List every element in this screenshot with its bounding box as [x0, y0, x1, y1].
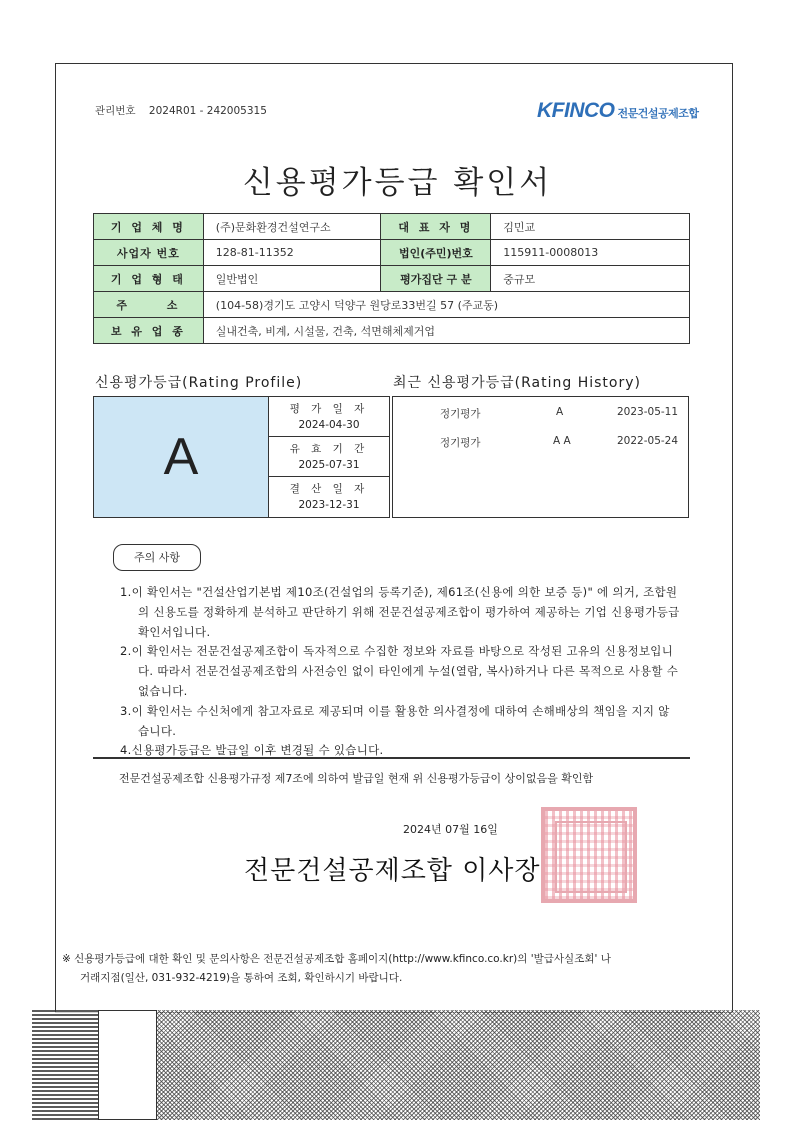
table-row [94, 240, 690, 266]
footnote-line-2: 거래지점(일산, 031-932-4219)을 통하여 조회, 확인하시기 바랍니다. [80, 972, 403, 984]
table-row [94, 318, 690, 344]
barcode-icon [32, 1010, 98, 1120]
management-number [95, 103, 277, 118]
valid-period-cell [269, 437, 389, 477]
business-label: 보 유 업 종 [94, 318, 204, 344]
settle-date: 2023-12-31 [298, 499, 360, 511]
kfinco-logo [537, 99, 699, 123]
eval-group: 중규모 [491, 266, 690, 292]
history-type: 정기평가 [440, 437, 481, 449]
biz-no: 128-81-11352 [203, 240, 381, 266]
notice-item-4: 4.신용평가등급은 발급일 이후 변경될 수 있습니다. [120, 743, 384, 758]
security-pattern [157, 1010, 760, 1120]
logo-brand: KFINCO [537, 99, 615, 122]
divider [93, 757, 690, 759]
biz-no-label: 사업자 번호 [94, 240, 204, 266]
group-label: 평가집단 구 분 [381, 266, 491, 292]
valid-label: 유 효 기 간 [289, 443, 369, 455]
company-info-table [93, 213, 690, 344]
table-row [94, 214, 690, 240]
ceo-name: 김민교 [491, 214, 690, 240]
issue-date: 2024년 07월 16일 [403, 823, 498, 836]
notice-item-3: 3.이 확인서는 수신처에게 참고자료로 제공되며 이를 활용한 의사결정에 대하여 손해배상의 책임을 지지 않습니다. [120, 703, 670, 738]
management-number-label: 관리번호 [95, 105, 136, 117]
management-number-value: 2024R01 - 242005315 [148, 105, 267, 117]
notice-item-1: 1.이 확인서는 "건설산업기본법 제10조(건설업의 등록기준), 제61조(신용에 의한 보증 등)" 에 의거, 조합원의 신용도를 정확하게 분석하고 판단하기 위해 전문건설공제조합이 평가하여 제공하는 기업 신용평가등급확인서입니다. [120, 585, 680, 639]
confirmation-text: 전문건설공제조합 신용평가규정 제7조에 의하여 발급일 현재 위 신용평가등급이 상이없음을 확인함 [119, 772, 594, 785]
history-date: 2023-05-11 [617, 406, 679, 418]
notice-item-2: 2.이 확인서는 전문건설공제조합이 독자적으로 수집한 정보와 자료를 바탕으로 작성된 고유의 신용정보입니다. 따라서 전문건설공제조합의 사전승인 없이 타인에게 누설(열람, 복사)하거나 다른 목적으로 사용할 수 없습니다. [120, 644, 679, 698]
eval-date-label: 평 가 일 자 [289, 403, 369, 415]
eval-date-cell [269, 397, 389, 437]
table-row [94, 292, 690, 318]
notice-list [120, 583, 680, 761]
official-seal-icon [541, 807, 637, 903]
history-type: 정기평가 [440, 408, 481, 420]
footnote [62, 950, 702, 988]
credit-grade: A [94, 397, 269, 517]
logo-org: 전문건설공제조합 [617, 107, 699, 120]
company-name: (주)문화환경건설연구소 [203, 214, 381, 240]
company-name-label: 기 업 체 명 [94, 214, 204, 240]
history-grade: A [556, 406, 564, 418]
valid-until: 2025-07-31 [298, 459, 360, 471]
corp-no: 115911-0008013 [491, 240, 690, 266]
rating-history-box [392, 396, 689, 518]
document-title: 신용평가등급 확인서 [242, 165, 553, 201]
history-grade: AA [553, 435, 574, 447]
rating-profile-title: 신용평가등급(Rating Profile) [95, 375, 303, 391]
footnote-line-1: ※ 신용평가등급에 대한 확인 및 문의사항은 전문건설공제조합 홈페이지(http://www.kfinco.co.kr)의 '발급사실조회' 나 [62, 953, 611, 965]
company-type: 일반법인 [203, 266, 381, 292]
history-date: 2022-05-24 [617, 435, 679, 447]
rating-history-title: 최근 신용평가등급(Rating History) [393, 375, 641, 391]
ceo-label: 대 표 자 명 [381, 214, 491, 240]
signature-line: 전문건설공제조합 이사장 [244, 856, 541, 886]
business-types: 실내건축, 비계, 시설물, 건축, 석면해체제거업 [203, 318, 689, 344]
settle-label: 결 산 일 자 [289, 483, 369, 495]
notice-badge: 주의 사항 [113, 544, 201, 571]
barcode-frame [98, 1010, 157, 1120]
eval-date: 2024-04-30 [298, 419, 360, 431]
corp-no-label: 법인(주민)번호 [381, 240, 491, 266]
type-label: 기 업 형 태 [94, 266, 204, 292]
address-label: 주 소 [94, 292, 204, 318]
settle-date-cell [269, 477, 389, 517]
rating-profile-box [93, 396, 390, 518]
table-row [94, 266, 690, 292]
address: (104-58)경기도 고양시 덕양구 원당로33번길 57 (주교동) [203, 292, 689, 318]
